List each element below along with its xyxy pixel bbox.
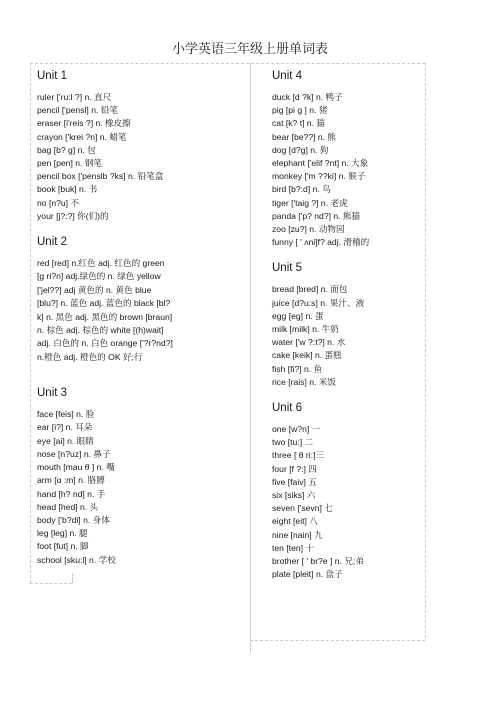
- right-column: [272, 69, 462, 582]
- word-entry: six [siks] 六: [272, 490, 316, 501]
- word-entry: milk [milk] n. 牛奶: [272, 324, 339, 335]
- word-entry: fish [fi?] n. 鱼: [272, 363, 323, 374]
- word-entry: bag [b? g] n. 包: [37, 144, 96, 155]
- word-entry: egg [eg] n. 蛋: [272, 310, 324, 321]
- column-divider: [250, 63, 251, 653]
- word-entry: nine [nain] 九: [272, 529, 323, 540]
- word-entry: panda ['p? nd?] n. 熊猫: [272, 210, 361, 221]
- unit-1-entries: [37, 91, 247, 223]
- word-entry: three [ θ ri:]三: [272, 450, 325, 461]
- unit-2-title: Unit 2: [37, 236, 68, 249]
- frame-left-inner-border: [72, 573, 73, 583]
- word-entry: four [f ?:] 四: [272, 463, 317, 474]
- frame-top-border: [30, 63, 425, 64]
- word-entry: school [sku:l] n. 学校: [37, 554, 116, 565]
- word-entry: bear [be??] n. 熊: [272, 131, 337, 142]
- word-entry: one [w?n] 一: [272, 424, 321, 435]
- word-entry: juice [d?u:s] n. 果汁、液: [272, 297, 365, 308]
- unit-3-title: Unit 3: [37, 387, 68, 400]
- word-entry: pencil box ['penslb ?ks] n. 铅笔盒: [37, 171, 164, 182]
- word-entry: your [j?:?] 你(们)的: [37, 210, 109, 221]
- word-entry: book [buk] n. 书: [37, 184, 98, 195]
- word-entry: face [feis] n. 脸: [37, 409, 95, 420]
- word-entry: hand [h? nd] n. 手: [37, 488, 106, 499]
- left-column: [37, 69, 247, 567]
- word-entry: tiger ['taig ?] n. 老虎: [272, 197, 348, 208]
- word-entry: dog [d?g] n. 狗: [272, 144, 329, 155]
- word-entry: foot [fut] n. 脚: [37, 541, 89, 552]
- word-entry: plate [pleit] n. 盘子: [272, 569, 343, 580]
- word-entry: two [tu:] 二: [272, 437, 314, 448]
- word-entry: crayon ['krei ?n] n. 蜡笔: [37, 131, 127, 142]
- page-title: 小学英语三年级上册单词表: [171, 42, 328, 57]
- word-entry: ear [i?] n. 耳朵: [37, 422, 93, 433]
- word-entry: cat [k? t] n. 猫: [272, 118, 326, 129]
- word-entry: five [faiv] 五: [272, 476, 317, 487]
- word-entry: no [n?u] 不: [37, 197, 80, 208]
- word-entry: arm [ɑ :m] n. 胳膊: [37, 475, 105, 486]
- unit-6-entries: [272, 423, 462, 581]
- word-entry: leg [leg] n. 腿: [37, 528, 88, 539]
- unit-3-entries: [37, 408, 247, 566]
- word-entry: pig [pi ɡ ] n. 猪: [272, 105, 328, 116]
- word-entry: pen [pen] n. 钢笔: [37, 158, 102, 169]
- unit-2-paragraph: red [red] n.红色 adj. 红色的 green [ɡ ri?n] adj.绿色的 n. 绿色 yellow ['jel??] adj 黄色的 n. 黄色 blue [blu?] n. 蓝色 adj. 蓝色的 black [bl? k] n. 黑色 adj. 黑色的 brown [braun] n. 棕色 adj. 棕色的 white [(h)wait] adj. 白色的 n. 白色 orange ['?r?nd?] n.橙色 adj. 橙色的 OK 好;行: [37, 258, 173, 362]
- unit-6-title: Unit 6: [272, 402, 303, 415]
- word-entry: bird [b?:d] n. 鸟: [272, 184, 331, 195]
- word-entry: cake [keik] n. 蛋糕: [272, 350, 342, 361]
- frame-left-border: [30, 63, 31, 583]
- unit-4-title: Unit 4: [272, 70, 303, 82]
- word-entry: pencil ['pensl] n. 铅笔: [37, 105, 118, 116]
- word-entry: eraser [i'reis ?] n. 橡皮擦: [37, 118, 131, 129]
- unit-4-entries: [272, 91, 462, 249]
- word-entry: ruler ['ru:l ?] n. 直尺: [37, 92, 112, 102]
- word-entry: elephant ['elif ?nt] n. 大象: [272, 158, 369, 169]
- word-entry: nose [n?uz] n. 鼻子: [37, 448, 111, 459]
- word-entry: seven ['sevn] 七: [272, 503, 333, 514]
- word-entry: funny [ ' ʌni]f? adj. 滑稽的: [272, 237, 370, 248]
- word-entry: brother [ ' br?e ] n. 兄;弟: [272, 556, 364, 567]
- word-entry: water ['w ?:t?] n. 水: [272, 337, 346, 348]
- frame-left-bottom-border: [30, 583, 72, 584]
- frame-bottom-border: [250, 640, 425, 641]
- word-entry: duck [d ?k] n. 鸭子: [272, 92, 343, 102]
- word-entry: zoo [zu?] n. 动物园: [272, 224, 345, 235]
- word-entry: monkey ['m ??ki] n. 猴子: [272, 171, 366, 182]
- word-entry: head [hed] n. 头: [37, 501, 99, 512]
- unit-5-title: Unit 5: [272, 262, 303, 275]
- word-entry: eye [ai] n. 眼睛: [37, 435, 94, 446]
- unit-1-title: Unit 1: [37, 70, 68, 82]
- word-entry: rice [rais] n. 米饭: [272, 376, 336, 387]
- word-entry: eight [eit] 八: [272, 516, 318, 527]
- word-entry: body ['b?di] n. 身体: [37, 514, 110, 525]
- word-entry: ten [ten] 十: [272, 542, 315, 553]
- unit-5-entries: [272, 283, 462, 389]
- word-entry: mouth [mau θ ] n. 嘴: [37, 462, 115, 473]
- word-entry: bread [bred] n. 面包: [272, 284, 348, 295]
